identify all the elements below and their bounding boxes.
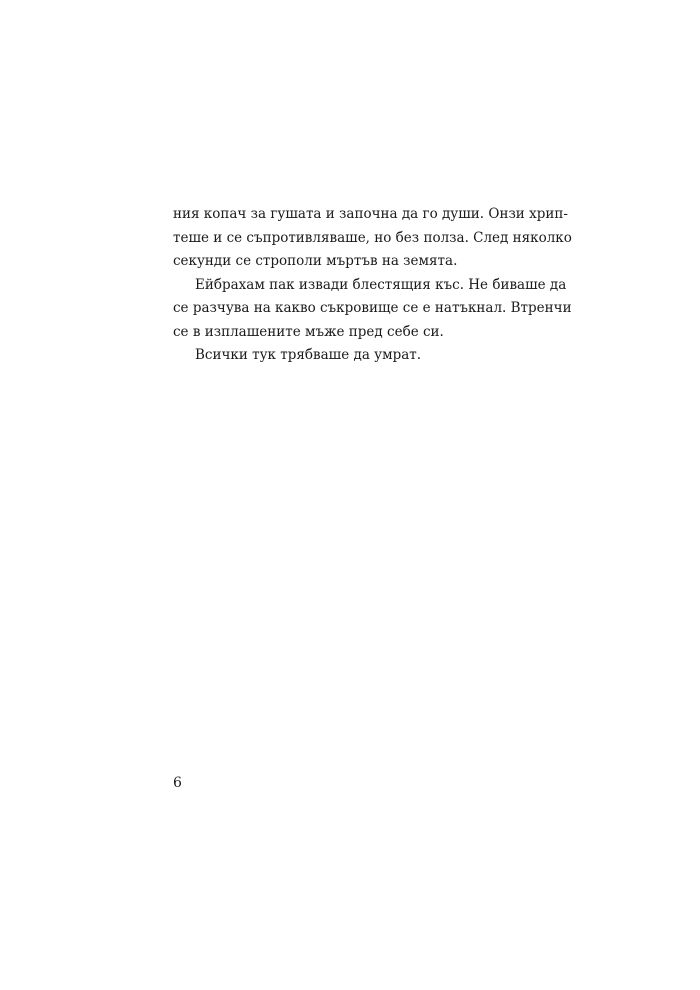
text-line-7: Всички тук трябваше да умрат. (195, 347, 422, 363)
text-line-5: се разчува на какво съкровище се е натъкнал. Втренчи (173, 300, 572, 316)
text-line-2: теше и се съпротивляваше, но без полза. След няколко (173, 229, 572, 246)
text-line-3: секунди се строполи мъртъв на земята. (173, 253, 458, 269)
text-line-1: ния копач за гушата и започна да го души. Онзи хрип- (173, 206, 568, 222)
text-line-4: Ейбрахам пак извади блестящия къс. Не биваше да (195, 276, 567, 293)
page-number: 6 (173, 775, 182, 791)
text-line-6: се в изплашените мъже пред себе си. (173, 323, 444, 340)
body-text (173, 203, 572, 368)
